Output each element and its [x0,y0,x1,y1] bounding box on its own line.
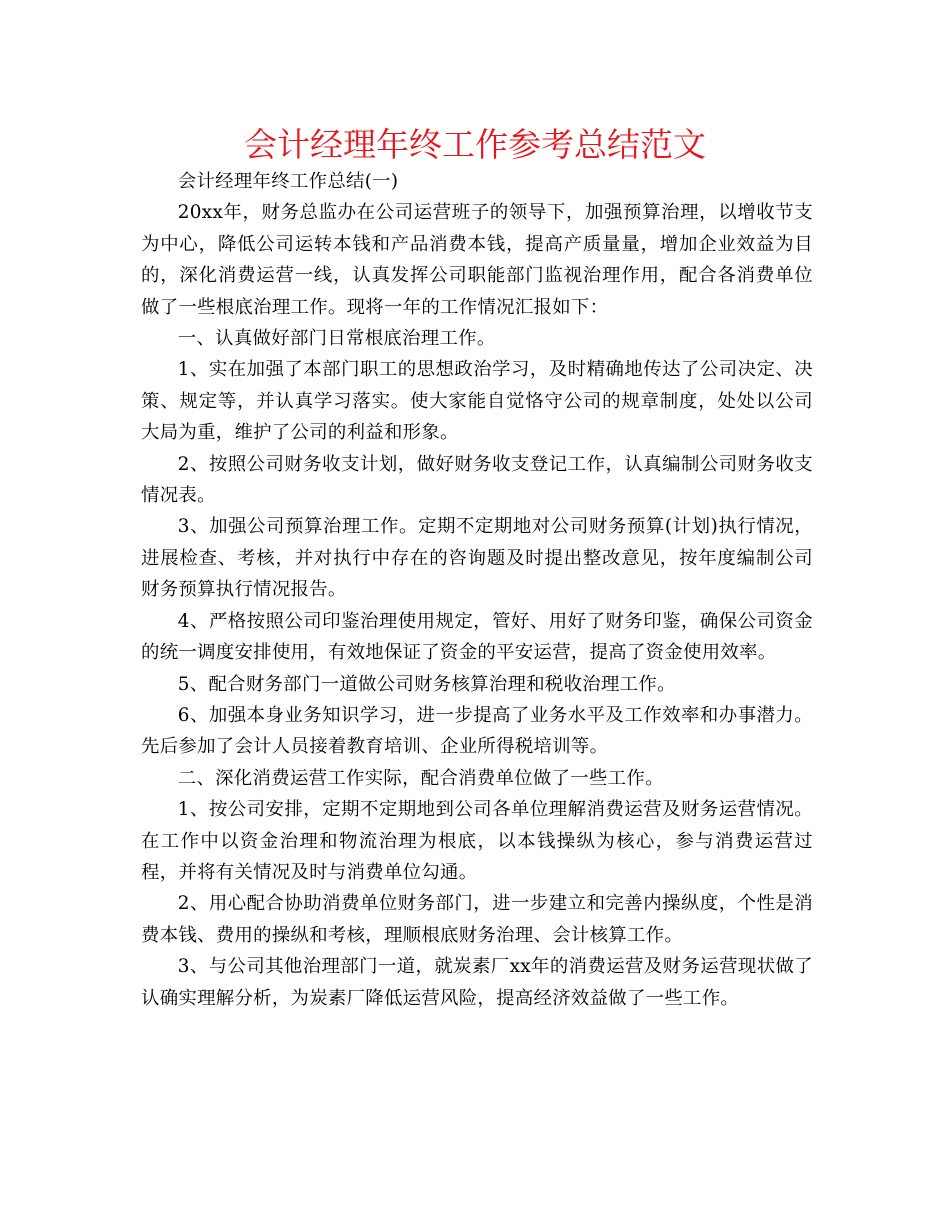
paragraph-item: 2、按照公司财务收支计划，做好财务收支登记工作，认真编制公司财务收支情况表。 [141,453,813,507]
section-heading-2: 二、深化消费运营工作实际，配合消费单位做了一些工作。 [177,767,664,789]
paragraph-item: 1、按公司安排，定期不定期地到公司各单位理解消费运营及财务运营情况。在工作中以资金治理和物流治理为根底，以本钱操纵为核心，参与消费运营过程，并将有关情况及时与消费单位勾通。 [141,799,813,883]
paragraph-item: 6、加强本身业务知识学习，进一步提高了业务水平及工作效率和办事潜力。先后参加了会计人员接着教育培训、企业所得税培训等。 [141,704,813,758]
document-title: 会计经理年终工作参考总结范文 [244,125,706,164]
paragraph-intro: 20xx年，财务总监办在公司运营班子的领导下，加强预算治理，以增收节支为中心，降低公司运转本钱和产品消费本钱，提高产质量量，增加企业效益为目的，深化消费运营一线，认真发挥公司职能部门监视治理作用，配合各消费单位做了一些根底治理工作。现将一年的工作情况汇报如下： [141,202,813,318]
paragraph-item: 3、加强公司预算治理工作。定期不定期地对公司财务预算(计划)执行情况，进展检查、考核，并对执行中存在的咨询题及时提出整改意见，按年度编制公司财务预算执行情况报告。 [141,516,813,601]
paragraph-item: 4、严格按照公司印鉴治理使用规定，管好、用好了财务印鉴，确保公司资金的统一调度安排使用，有效地保证了资金的平安运营，提高了资金使用效率。 [141,610,813,664]
section-heading-1: 一、认真做好部门日常根底治理工作。 [177,328,496,350]
paragraph-item: 5、配合财务部门一道做公司财务核算治理和税收治理工作。 [177,673,676,695]
paragraph-item: 1、实在加强了本部门职工的思想政治学习，及时精确地传达了公司决定、决策、规定等，并认真学习落实。使大家能自觉恪守公司的规章制度，处处以公司大局为重，维护了公司的利益和形象。 [141,359,813,444]
paragraph-subtitle: 会计经理年终工作总结(一) [177,171,399,192]
document-body [141,166,813,1014]
paragraph-item: 2、用心配合协助消费单位财务部门，进一步建立和完善内操纵度，个性是消费本钱、费用的操纵和考核，理顺根底财务治理、会计核算工作。 [141,893,813,946]
paragraph-item: 3、与公司其他治理部门一道，就炭素厂xx年的消费运营及财务运营现状做了认确实理解分析，为炭素厂降低运营风险，提高经济效益做了一些工作。 [141,956,813,1009]
